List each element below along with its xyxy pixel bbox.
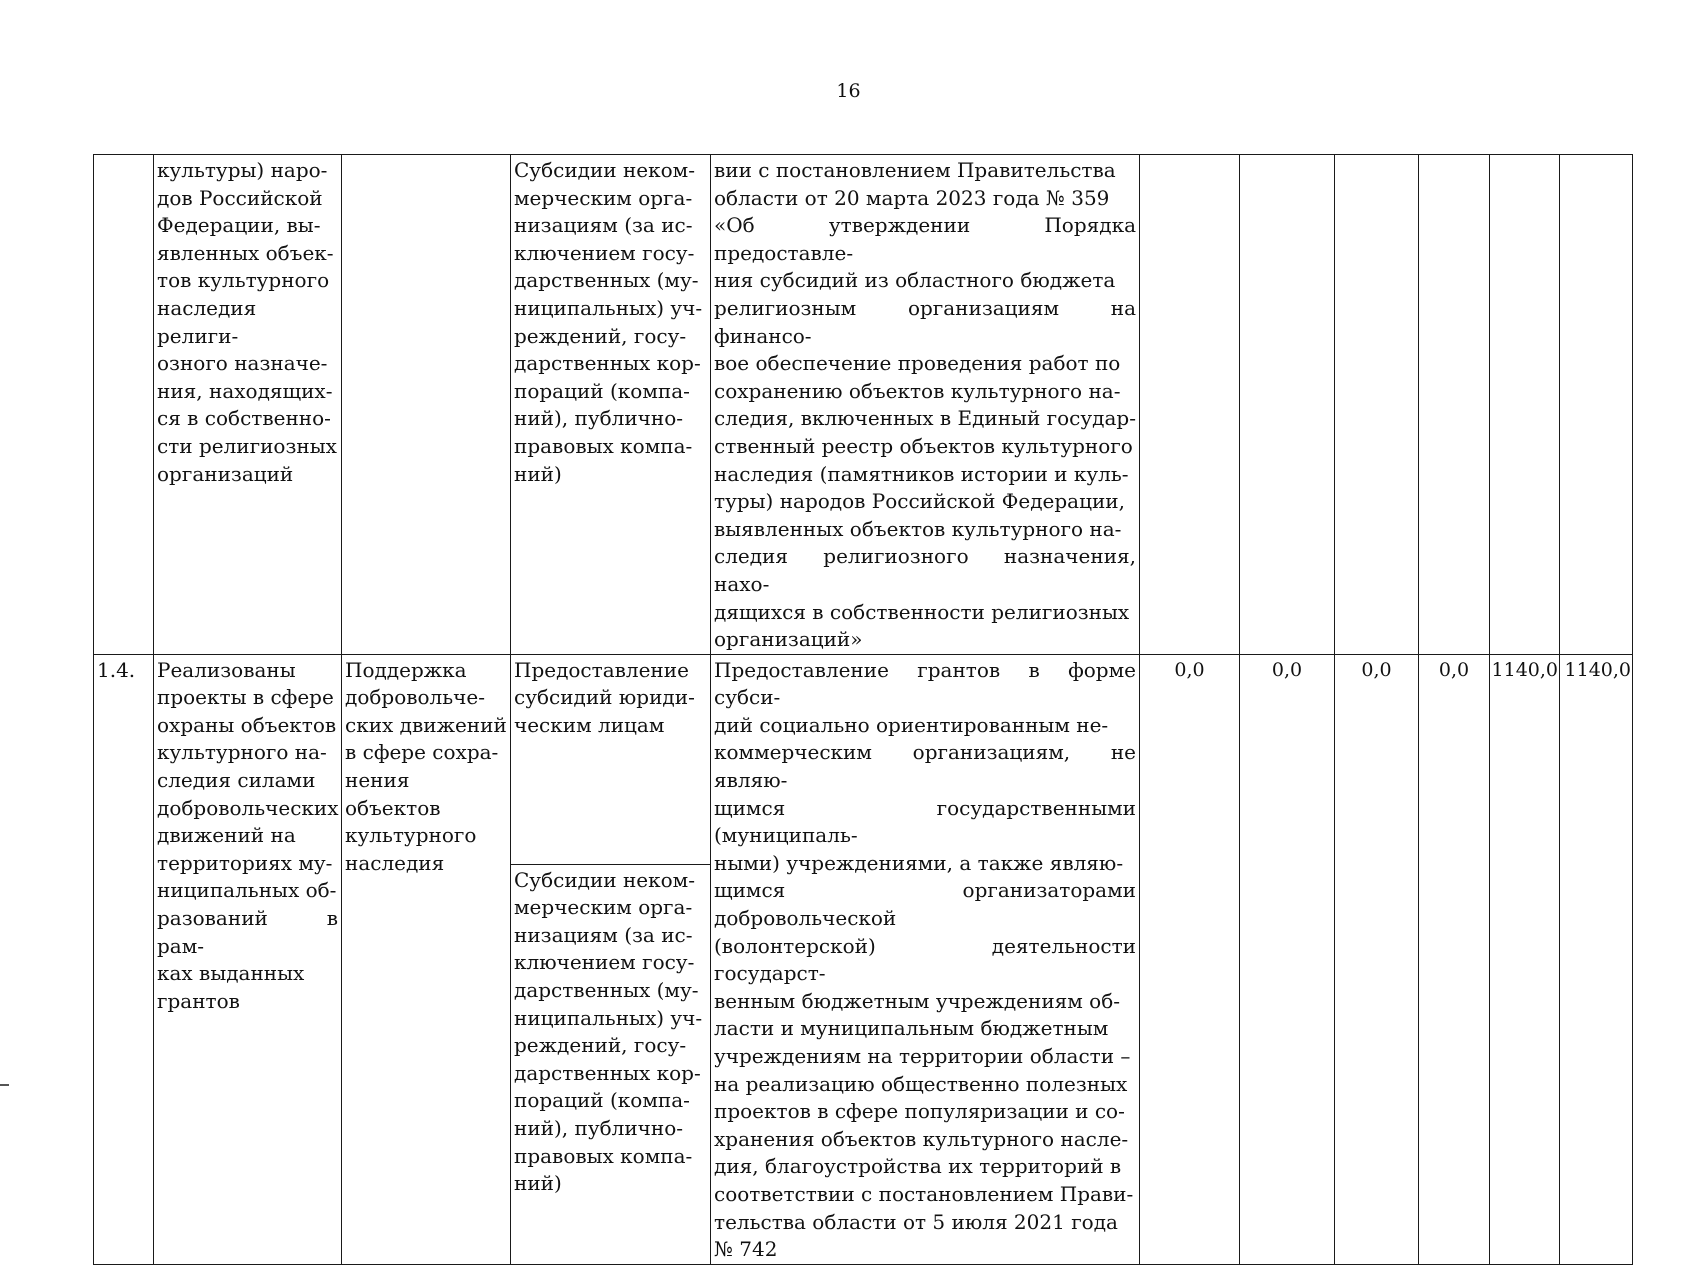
cell-value xyxy=(1560,654,1633,1264)
result-text: культуры) наро- дов Российской Федерации, вы- явленных объек- тов культурного наследия религи- озного назначе- ния, находящих- ся в собственно- сти религиозных организаций xyxy=(157,158,337,486)
cell-value xyxy=(1419,654,1490,1264)
program-table xyxy=(93,154,1633,1265)
cell-value xyxy=(1140,654,1240,1264)
cell-value xyxy=(1335,654,1419,1264)
row-number: 1.4. xyxy=(97,657,136,682)
value-text: 1140,0 xyxy=(1491,658,1558,681)
cell-result xyxy=(154,155,342,655)
mechanism-text: Субсидии неком- мерческим орга- низациям (за ис- ключением госу- дарственных (му- ниципальных) уч- реждений, госу- дарственных кор- пораций (компа- ний), публично- правовых компа- ний) xyxy=(514,158,703,486)
cell-description xyxy=(711,654,1140,1264)
description-text: Предоставление грантов в форме субси- дий социально ориентированным не- коммерческим организациям, не являю- щимся государственными (муниципаль- ными) учреждениями, а также являю- щимся организаторами добровольческой (волонтерской) деятельности государст- венным бюджетным учреждениям об- ласти и муниципальным бюджетным учреждениям на территории области – на реализацию общественно полезных проектов в сфере популяризации и со- хранения объектов культурного насле- дия, благоустройства их территорий в соответствии с постановлением Прави- тельства области от 5 июля 2021 года № 742 xyxy=(714,657,1136,1262)
value-text: 0,0 xyxy=(1361,658,1392,681)
value-text: 0,0 xyxy=(1174,658,1205,681)
value-text: 1140,0 xyxy=(1564,658,1631,681)
cell-mechanism xyxy=(511,155,711,655)
cell-value xyxy=(1140,155,1240,655)
cell-value xyxy=(1490,654,1560,1264)
cell-value xyxy=(1335,155,1419,655)
cell-mechanism-2 xyxy=(511,864,711,1264)
event-text: Поддержка добровольче- ских движений в сфере сохра- нения объектов культурного наследия xyxy=(345,657,507,875)
cell-event xyxy=(342,654,511,1264)
cell-value xyxy=(1419,155,1490,655)
cell-description xyxy=(711,155,1140,655)
cell-value xyxy=(1560,155,1633,655)
result-text: Реализованы проекты в сфере охраны объектов культурного на- следия силами добровольческих движений на территориях му- ниципальных об- разований в рам- ках выданных грантов xyxy=(157,657,339,1013)
cell-number xyxy=(94,654,154,1264)
cell-value xyxy=(1490,155,1560,655)
mechanism-text-2: Субсидии неком- мерческим орга- низациям (за ис- ключением госу- дарственных (му- ниципальных) уч- реждений, госу- дарственных кор- пораций (компа- ний), публично- правовых компа- ний) xyxy=(514,867,703,1196)
cell-mechanism-1 xyxy=(511,654,711,864)
mechanism-text-1: Предоставление субсидий юриди- ческим лицам xyxy=(514,657,695,737)
table-row-1-4 xyxy=(94,654,1633,864)
value-text: 0,0 xyxy=(1271,658,1303,681)
cell-value xyxy=(1240,155,1335,655)
table-row-continued xyxy=(94,155,1633,655)
page-number: 16 xyxy=(836,80,861,102)
cell-number xyxy=(94,155,154,655)
value-text: 0,0 xyxy=(1438,658,1470,681)
scan-mark xyxy=(0,1084,9,1086)
cell-value xyxy=(1240,654,1335,1264)
cell-event xyxy=(342,155,511,655)
cell-result xyxy=(154,654,342,1264)
description-text: вии с постановлением Правительства области от 20 марта 2023 года № 359 «Об утверждении Порядка предоставле- ния субсидий из областного бюджета религиозным организациям на финансо- вое обеспечение проведения работ по сохранению объектов культурного на- следия, включенных в Единый государ- ственный реестр объектов культурного наследия (памятников истории и куль- туры) народов Российской Федерации, выявленных объектов культурного на- следия религиозного назначения, нахо- дящихся в собственности религиозных организаций» xyxy=(714,158,1136,652)
